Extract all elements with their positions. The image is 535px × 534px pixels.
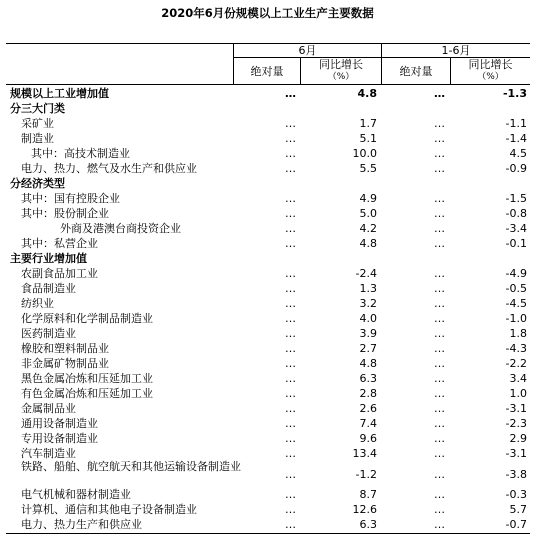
table-row (0, 236, 535, 251)
june-yoy-cell: 12.6 (352, 503, 377, 516)
row-label: 分经济类型 (10, 177, 65, 190)
table-row (0, 311, 535, 326)
jan-june-absolute-cell: … (434, 417, 445, 430)
row-label: 制造业 (21, 132, 54, 145)
jan-june-yoy-cell: -3.8 (505, 468, 527, 481)
row-label: 有色金属冶炼和压延加工业 (21, 387, 153, 400)
row-label: 主要行业增加值 (10, 252, 87, 265)
june-absolute-cell: … (285, 372, 296, 385)
jan-june-yoy-cell: 5.7 (509, 503, 527, 516)
row-label: 医药制造业 (21, 327, 76, 340)
june-yoy-cell: 6.3 (359, 372, 377, 385)
jan-june-absolute-cell: … (434, 87, 445, 100)
jan-june-yoy-cell: 2.9 (509, 432, 527, 445)
row-label: 橡胶和塑料制品业 (21, 342, 109, 355)
june-absolute-cell: … (285, 357, 296, 370)
table-row (0, 431, 535, 446)
jan-june-absolute-cell: … (434, 147, 445, 160)
june-absolute-cell: … (285, 162, 296, 175)
jan-june-yoy-cell: -2.2 (505, 357, 527, 370)
jan-june-absolute-cell: … (434, 267, 445, 280)
jan-june-absolute-cell: … (434, 342, 445, 355)
june-absolute-cell: … (285, 222, 296, 235)
table-row (0, 356, 535, 371)
header-group-jan-june: 1-6月 (441, 44, 471, 57)
jan-june-yoy-cell: -3.1 (505, 447, 527, 460)
row-label: 铁路、船舶、航空航天和其他运输设备制造业 (21, 460, 241, 473)
june-absolute-cell: … (285, 192, 296, 205)
row-label: 电力、热力生产和供应业 (21, 518, 142, 531)
jan-june-yoy-cell: 1.0 (509, 387, 527, 400)
jan-june-yoy-cell: -3.1 (505, 402, 527, 415)
table-row (0, 487, 535, 502)
table-header (0, 43, 535, 85)
row-label: 分三大门类 (10, 102, 65, 115)
row-label: 非金属矿物制品业 (21, 357, 109, 370)
jan-june-absolute-cell: … (434, 387, 445, 400)
june-absolute-cell: … (285, 267, 296, 280)
row-label: 黑色金属冶炼和压延加工业 (21, 372, 153, 385)
june-yoy-cell: 4.2 (359, 222, 377, 235)
row-label: 食品制造业 (21, 282, 76, 295)
jan-june-yoy-cell: -0.3 (505, 488, 527, 501)
header-jan-june-yoy-unit: （%） (477, 72, 504, 82)
june-yoy-cell: 2.7 (359, 342, 377, 355)
table-row (0, 86, 535, 101)
header-jan-june-yoy-label: 同比增长 (468, 58, 513, 71)
jan-june-absolute-cell: … (434, 518, 445, 531)
row-label: 其中：高技术制造业 (31, 147, 130, 160)
jan-june-absolute-cell: … (434, 357, 445, 370)
june-absolute-cell: … (285, 342, 296, 355)
row-label: 通用设备制造业 (21, 417, 98, 430)
june-absolute-cell: … (285, 488, 296, 501)
jan-june-absolute-cell: … (434, 222, 445, 235)
jan-june-yoy-cell: 1.8 (509, 327, 527, 340)
row-label: 外商及港澳台商投资企业 (60, 222, 181, 235)
table-row (0, 146, 535, 161)
row-label: 纺织业 (21, 297, 54, 310)
table-row (0, 371, 535, 386)
row-label: 化学原料和化学制品制造业 (21, 312, 153, 325)
june-absolute-cell: … (285, 468, 296, 481)
jan-june-absolute-cell: … (434, 117, 445, 130)
jan-june-yoy-cell: -4.3 (505, 342, 527, 355)
header-june-yoy (301, 58, 381, 84)
june-yoy-cell: 5.0 (359, 207, 377, 220)
jan-june-absolute-cell: … (434, 372, 445, 385)
june-absolute-cell: … (285, 132, 296, 145)
jan-june-yoy-cell: -0.5 (505, 282, 527, 295)
row-label: 其中：国有控股企业 (21, 192, 120, 205)
table-row (0, 517, 535, 532)
table-row (0, 251, 535, 266)
table-row (0, 191, 535, 206)
table-row (0, 131, 535, 146)
row-label: 计算机、通信和其他电子设备制造业 (21, 503, 197, 516)
header-june-yoy-unit: （%） (327, 72, 355, 82)
table-row (0, 221, 535, 236)
row-label: 金属制品业 (21, 402, 76, 415)
june-yoy-cell: 13.4 (352, 447, 377, 460)
table-row (0, 386, 535, 401)
june-yoy-cell: 9.6 (359, 432, 377, 445)
june-absolute-cell: … (285, 503, 296, 516)
june-yoy-cell: 6.3 (359, 518, 377, 531)
row-label: 规模以上工业增加值 (10, 87, 109, 100)
row-label: 农副食品加工业 (21, 267, 98, 280)
june-absolute-cell: … (285, 432, 296, 445)
jan-june-absolute-cell: … (434, 468, 445, 481)
header-jan-june-absolute: 绝对量 (399, 65, 433, 78)
header-june-yoy-label: 同比增长 (319, 58, 363, 71)
june-absolute-cell: … (285, 147, 296, 160)
table-row (0, 266, 535, 281)
header-group-june: 6月 (298, 44, 317, 57)
table-row (0, 176, 535, 191)
table-row (0, 502, 535, 517)
jan-june-absolute-cell: … (434, 207, 445, 220)
june-yoy-cell: -2.4 (355, 267, 377, 280)
jan-june-absolute-cell: … (434, 282, 445, 295)
table-row (0, 401, 535, 416)
jan-june-yoy-cell: -0.7 (505, 518, 527, 531)
jan-june-yoy-cell: -3.4 (505, 222, 527, 235)
row-label: 电力、热力、燃气及水生产和供应业 (21, 162, 197, 175)
jan-june-yoy-cell: -1.0 (505, 312, 527, 325)
jan-june-yoy-cell: -0.9 (505, 162, 527, 175)
table-row (0, 116, 535, 131)
june-yoy-cell: 1.7 (359, 117, 377, 130)
table-row (0, 296, 535, 311)
jan-june-absolute-cell: … (434, 162, 445, 175)
june-yoy-cell: 5.1 (359, 132, 377, 145)
jan-june-absolute-cell: … (434, 488, 445, 501)
jan-june-yoy-cell: 4.5 (509, 147, 527, 160)
jan-june-absolute-cell: … (434, 503, 445, 516)
jan-june-yoy-cell: -0.1 (505, 237, 527, 250)
june-absolute-cell: … (285, 207, 296, 220)
jan-june-yoy-cell: -1.1 (505, 117, 527, 130)
jan-june-absolute-cell: … (434, 237, 445, 250)
table-row (0, 281, 535, 296)
jan-june-yoy-cell: -4.9 (505, 267, 527, 280)
june-yoy-cell: 4.8 (357, 87, 377, 100)
jan-june-absolute-cell: … (434, 132, 445, 145)
jan-june-yoy-cell: -1.3 (502, 87, 527, 100)
table-row (0, 206, 535, 221)
june-yoy-cell: 7.4 (359, 417, 377, 430)
june-yoy-cell: 10.0 (352, 147, 377, 160)
jan-june-yoy-cell: -4.5 (505, 297, 527, 310)
table-title: 2020年6月份规模以上工业生产主要数据 (161, 6, 374, 20)
june-yoy-cell: 3.2 (359, 297, 377, 310)
june-absolute-cell: … (285, 387, 296, 400)
row-label: 采矿业 (21, 117, 54, 130)
june-yoy-cell: 4.8 (359, 237, 377, 250)
jan-june-absolute-cell: … (434, 192, 445, 205)
june-absolute-cell: … (285, 447, 296, 460)
june-yoy-cell: 2.6 (359, 402, 377, 415)
row-label: 电气机械和器材制造业 (21, 488, 131, 501)
table-row (0, 326, 535, 341)
header-jan-june-yoy (451, 58, 530, 84)
jan-june-absolute-cell: … (434, 312, 445, 325)
june-yoy-cell: 1.3 (359, 282, 377, 295)
june-absolute-cell: … (285, 282, 296, 295)
jan-june-absolute-cell: … (434, 432, 445, 445)
table-row (0, 461, 535, 487)
june-absolute-cell: … (285, 417, 296, 430)
june-yoy-cell: 4.8 (359, 357, 377, 370)
jan-june-yoy-cell: 3.4 (509, 372, 527, 385)
jan-june-yoy-cell: -0.8 (505, 207, 527, 220)
june-absolute-cell: … (285, 87, 296, 100)
june-yoy-cell: 2.8 (359, 387, 377, 400)
june-yoy-cell: 3.9 (359, 327, 377, 340)
row-label: 汽车制造业 (21, 447, 76, 460)
jan-june-absolute-cell: … (434, 327, 445, 340)
june-absolute-cell: … (285, 117, 296, 130)
june-yoy-cell: 5.5 (359, 162, 377, 175)
jan-june-yoy-cell: -2.3 (505, 417, 527, 430)
header-bottom-rule (6, 84, 530, 85)
june-absolute-cell: … (285, 312, 296, 325)
table-row (0, 101, 535, 116)
row-label: 其中：私营企业 (21, 237, 98, 250)
table-row (0, 341, 535, 356)
june-absolute-cell: … (285, 237, 296, 250)
header-june-absolute: 绝对量 (250, 65, 284, 78)
row-label: 专用设备制造业 (21, 432, 98, 445)
june-yoy-cell: 4.9 (359, 192, 377, 205)
table-row (0, 416, 535, 431)
june-absolute-cell: … (285, 402, 296, 415)
table-row (0, 446, 535, 461)
table-row (0, 161, 535, 176)
jan-june-absolute-cell: … (434, 447, 445, 460)
june-yoy-cell: 8.7 (359, 488, 377, 501)
jan-june-absolute-cell: … (434, 297, 445, 310)
june-yoy-cell: -1.2 (355, 468, 377, 481)
june-absolute-cell: … (285, 518, 296, 531)
row-label: 其中：股份制企业 (21, 207, 109, 220)
jan-june-yoy-cell: -1.4 (505, 132, 527, 145)
jan-june-absolute-cell: … (434, 402, 445, 415)
june-yoy-cell: 4.0 (359, 312, 377, 325)
june-absolute-cell: … (285, 297, 296, 310)
jan-june-yoy-cell: -1.5 (505, 192, 527, 205)
june-absolute-cell: … (285, 327, 296, 340)
